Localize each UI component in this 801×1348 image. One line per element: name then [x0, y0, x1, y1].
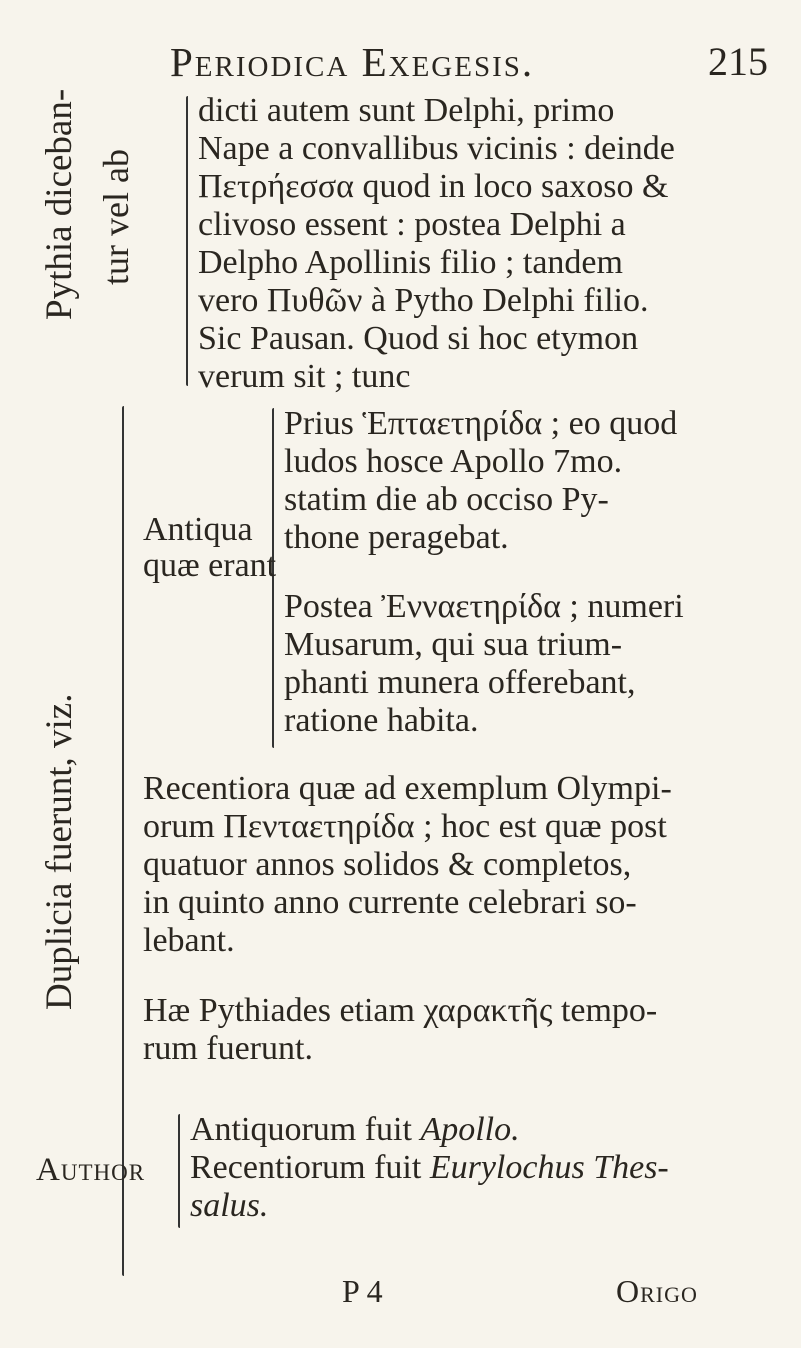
running-header: Periodica Exegesis.	[170, 39, 535, 85]
brace-block1	[186, 96, 188, 386]
author-name: Eurylochus Thes-	[429, 1149, 669, 1186]
paragraph-delphi	[198, 92, 675, 396]
text-line: rum fuerunt.	[143, 1030, 313, 1067]
text-line: Πετρήεσσα quod in loco saxoso &	[198, 168, 669, 205]
author-text: Antiquorum fuit	[190, 1111, 421, 1148]
author-label: Author	[36, 1152, 146, 1188]
author-name: salus.	[190, 1187, 269, 1224]
text-line: vero Πυθῶν à Pytho Delphi filio.	[198, 282, 649, 319]
label-line: quæ erant	[143, 547, 277, 584]
sidenote-pythia-cont: tur vel ab	[96, 149, 136, 285]
text-line: Postea Ἐνναετηρίδα ; numeri	[284, 588, 684, 625]
sidenote-duplicia: Duplicia fuerunt, viz.	[39, 693, 80, 1010]
text-line: Hæ Pythiades etiam χαρακτῆς tempo-	[143, 992, 658, 1029]
brace-author	[178, 1114, 180, 1228]
author-name: Apollo.	[420, 1111, 520, 1148]
text-line: clivoso essent : postea Delphi a	[198, 206, 626, 243]
text-line: statim die ab occiso Py-	[284, 481, 609, 518]
text-line: Nape a convallibus vicinis : deinde	[198, 130, 675, 167]
text-line: Musarum, qui sua trium-	[284, 626, 623, 663]
paragraph-postea	[284, 588, 684, 740]
text-line: thone peragebat.	[284, 519, 509, 556]
author-line-2	[190, 1149, 669, 1187]
text-line: Sic Pausan. Quod si hoc etymon	[198, 320, 639, 357]
page-number: 215	[708, 39, 768, 84]
text-line: orum Πενταετηρίδα ; hoc est quæ post	[143, 808, 667, 845]
text-line: dicti autem sunt Delphi, primo	[198, 92, 615, 129]
author-line-3	[190, 1187, 669, 1225]
catchword: Origo	[616, 1273, 698, 1309]
paragraph-prius	[284, 405, 677, 557]
paragraph-recentiora	[143, 770, 672, 960]
brace-duplicia	[122, 406, 124, 1276]
text-line: Delpho Apollinis filio ; tandem	[198, 244, 623, 281]
text-line: Recentiora quæ ad exemplum Olympi-	[143, 770, 672, 807]
text-line: lebant.	[143, 922, 235, 959]
text-line: quatuor annos solidos & completos,	[143, 846, 632, 883]
signature-mark: P 4	[342, 1273, 383, 1309]
author-entries	[190, 1111, 669, 1225]
label-line: Antiqua	[143, 511, 253, 548]
text-line: Prius Ἑπταετηρίδα ; eo quod	[284, 405, 678, 442]
text-line: phanti munera offerebant,	[284, 664, 636, 701]
text-line: verum sit ; tunc	[198, 358, 411, 395]
author-text: Recentiorum fuit	[190, 1149, 430, 1186]
author-line-1	[190, 1111, 669, 1149]
paragraph-pythiades	[143, 992, 657, 1068]
text-line: in quinto anno currente celebrari so-	[143, 884, 637, 921]
text-line: ludos hosce Apollo 7mo.	[284, 443, 623, 480]
sidenote-pythia: Pythia diceban-	[39, 88, 80, 320]
antiqua-label	[143, 512, 276, 584]
text-line: ratione habita.	[284, 702, 479, 739]
